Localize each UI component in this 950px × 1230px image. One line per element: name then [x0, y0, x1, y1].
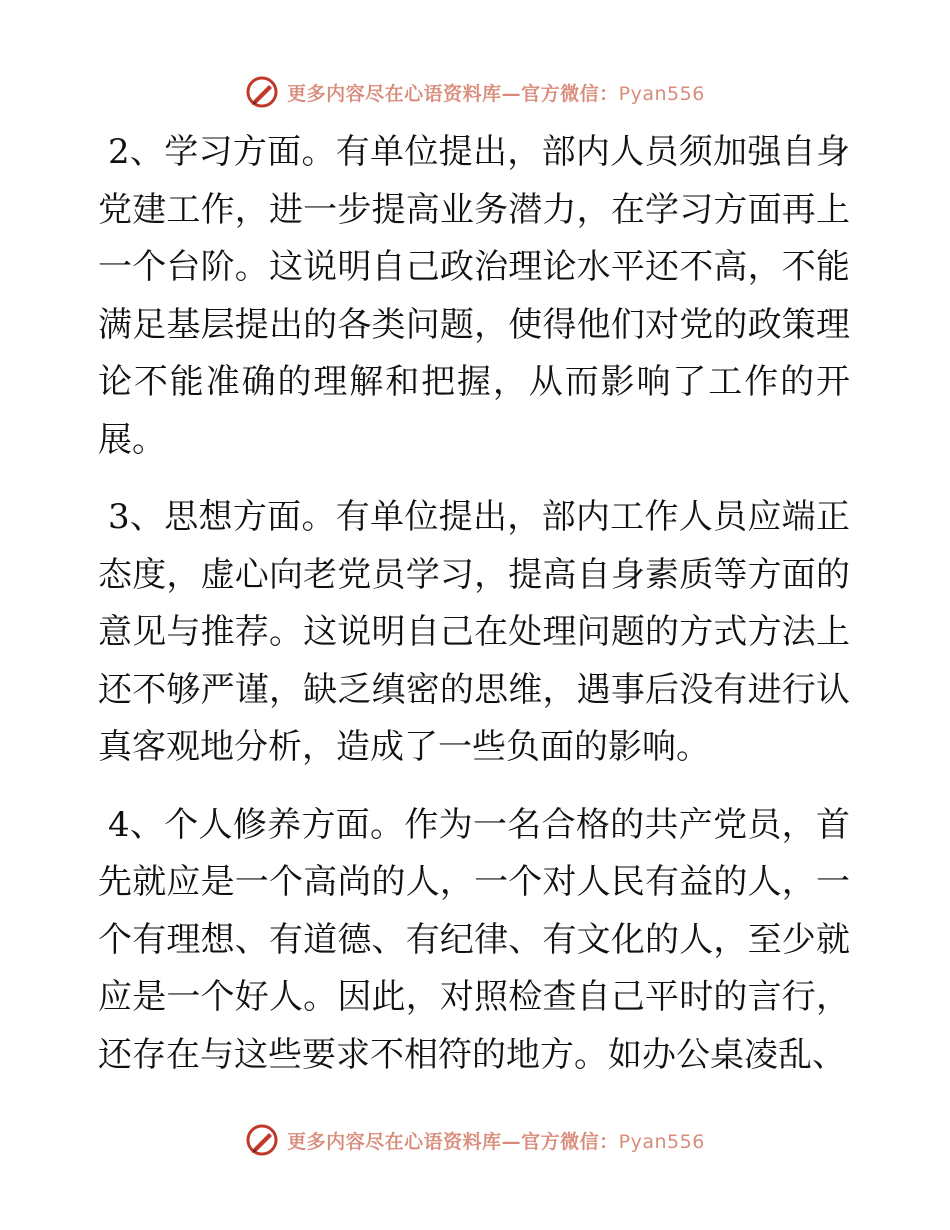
document-body [98, 124, 850, 1104]
watermark-text: 更多内容尽在心语资料库—官方微信：Pyan556 [287, 82, 705, 105]
watermark-handle: Pyan556 [618, 1130, 705, 1153]
paragraph-thought: 3、思想方面。有单位提出，部内工作人员应端正态度，虚心向老党员学习，提高自身素质等方面的意见与推荐。这说明自己在处理问题的方式方法上还不够严谨，缺乏缜密的思维，遇事后没有进行认真客观地分析，造成了一些负面的影响。 [98, 497, 850, 767]
paragraph-self-cultivation: 4、个人修养方面。作为一名合格的共产党员，首先就应是一个高尚的人，一个对人民有益的人，一个有理想、有道德、有纪律、有文化的人，至少就应是一个好人。因此，对照检查自己平时的言行，还存在与这些要求不相符的地方。如办公桌凌乱、 [98, 804, 850, 1075]
watermark-handle: Pyan556 [618, 82, 705, 105]
footer-watermark [0, 1118, 950, 1162]
watermark-text: 更多内容尽在心语资料库—官方微信：Pyan556 [287, 1130, 705, 1153]
paragraph-study: 2、学习方面。有单位提出，部内人员须加强自身党建工作，进一步提高业务潜力，在学习方面再上一个台阶。这说明自己政治理论水平还不高，不能满足基层提出的各类问题，使得他们对党的政策理论不能准确的理解和把握，从而影响了工作的开展。 [98, 132, 850, 460]
pen-logo-icon [245, 1123, 279, 1157]
header-watermark [0, 70, 950, 114]
pen-logo-icon [245, 75, 279, 109]
